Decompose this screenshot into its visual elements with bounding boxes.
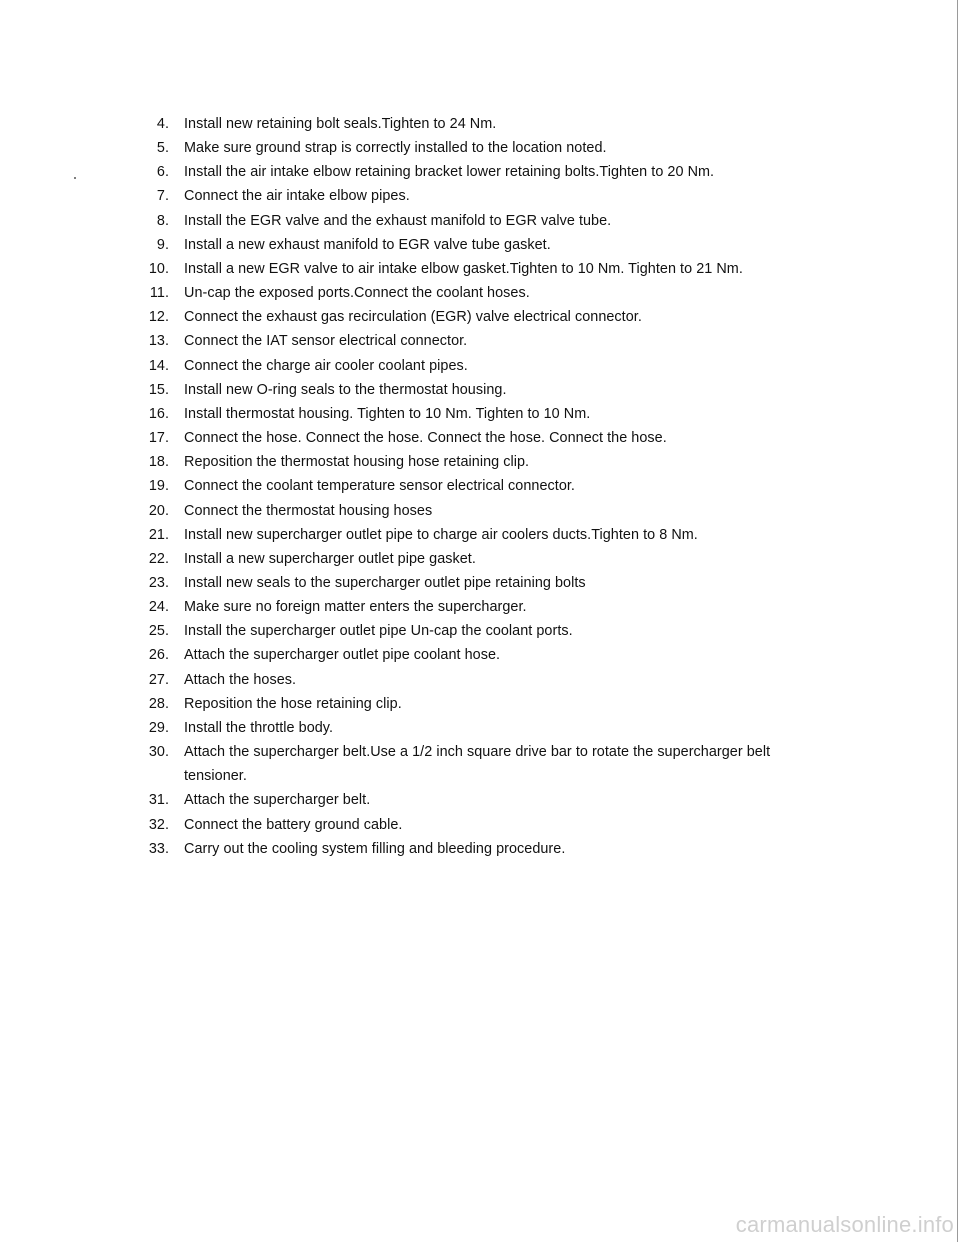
step-text: Connect the IAT sensor electrical connector. [184,333,468,350]
step-number [116,426,169,450]
procedure-step [116,813,836,837]
step-number-label: 22. [148,550,169,567]
step-number-label: 17. [148,430,169,447]
procedure-step [116,837,836,861]
watermark-text: carmanualsonline.info [735,1212,954,1237]
procedure-step [116,160,836,184]
step-number-label: 11. [149,285,169,302]
step-text: Make sure no foreign matter enters the supercharger. [184,599,527,616]
procedure-step [116,668,836,692]
step-number [116,595,169,619]
step-text: Install the air intake elbow retaining bracket lower retaining bolts.Tighten to 20 Nm. [184,164,715,181]
procedure-step [116,595,836,619]
step-number [116,209,169,233]
procedure-step [116,402,836,426]
step-number-label: 25. [148,623,169,640]
step-number [116,740,169,764]
step-number-label: 19. [148,478,169,495]
procedure-step [116,523,836,547]
step-text: Install new retaining bolt seals.Tighten to 24 Nm. [184,116,497,132]
step-text: Attach the hoses. [184,671,297,688]
procedure-step [116,112,836,136]
procedure-step [116,281,836,305]
procedure-step [116,136,836,160]
step-number [116,837,169,861]
step-text: Connect the air intake elbow pipes. [184,188,410,205]
step-number [116,499,169,523]
step-text: Install new supercharger outlet pipe to charge air coolers ducts.Tighten to 8 Nm. [184,526,698,543]
step-text: Install the EGR valve and the exhaust manifold to EGR valve tube. [184,212,612,229]
procedure-step [116,450,836,474]
step-number-label: 15. [148,381,169,398]
step-number [116,257,169,281]
step-number-label: 5. [156,140,169,157]
procedure-step [116,233,836,257]
step-text: Attach the supercharger belt.Use a 1/2 inch square drive bar to rotate the supercharger belt tensioner. [184,744,771,785]
procedure-step [116,499,836,523]
step-text: Make sure ground strap is correctly installed to the location noted. [184,140,607,157]
step-number-label: 18. [148,454,169,471]
step-number [116,668,169,692]
procedure-step [116,571,836,595]
step-number-label: 31. [148,792,169,809]
step-number-label: 21. [148,526,169,543]
step-number-label: 13. [148,333,169,350]
step-number-label: 30. [148,744,169,761]
procedure-step [116,643,836,667]
step-text: Install a new supercharger outlet pipe gasket. [184,550,476,567]
step-text: Connect the battery ground cable. [184,816,403,833]
step-number-label: 29. [148,719,169,736]
step-text: Install the supercharger outlet pipe Un-cap the coolant ports. [184,623,573,640]
step-text: Connect the charge air cooler coolant pipes. [184,357,468,374]
step-number [116,281,169,305]
step-number [116,112,169,136]
procedure-step [116,209,836,233]
step-number [116,523,169,547]
step-number-label: 26. [148,647,169,664]
step-text: Attach the supercharger outlet pipe coolant hose. [184,647,501,664]
step-number-label: 32. [148,816,169,833]
step-number [116,329,169,353]
step-text: Install a new EGR valve to air intake elbow gasket.Tighten to 10 Nm. Tighten to 21 Nm. [184,260,743,277]
step-text: Un-cap the exposed ports.Connect the coolant hoses. [184,285,530,302]
step-number-label: 6. [156,164,169,181]
step-text: Connect the thermostat housing hoses [184,502,433,519]
step-number [116,378,169,402]
procedure-step [116,474,836,498]
step-number [116,233,169,257]
step-number-label: 27. [148,671,169,688]
step-number [116,788,169,812]
step-number-label: 7. [156,188,169,205]
step-number-label: 4. [156,116,169,132]
step-number [116,184,169,208]
step-number [116,136,169,160]
step-number-label: 28. [148,695,169,712]
procedure-step [116,305,836,329]
step-number [116,813,169,837]
procedure-step [116,692,836,716]
step-number-label: 33. [148,840,169,857]
step-text: Install thermostat housing. Tighten to 10 Nm. Tighten to 10 Nm. [184,405,591,422]
procedure-step [116,184,836,208]
step-text: Install new O-ring seals to the thermostat housing. [184,381,507,398]
page-edge-line [957,0,958,1242]
step-number [116,619,169,643]
step-number [116,474,169,498]
step-text: Reposition the hose retaining clip. [184,695,402,712]
step-number-label: 16. [148,405,169,422]
step-number-label: 12. [148,309,169,326]
step-text: Install new seals to the supercharger outlet pipe retaining bolts [184,574,586,591]
step-number-label: 24. [148,599,169,616]
step-text: Install the throttle body. [184,719,334,736]
step-number [116,402,169,426]
procedure-step [116,257,836,281]
step-text: Connect the hose. Connect the hose. Connect the hose. Connect the hose. [184,430,667,447]
procedure-step [116,716,836,740]
step-number [116,547,169,571]
step-number-label: 10. [148,260,169,277]
procedure-step [116,619,836,643]
step-number-label: 8. [156,212,169,229]
step-text: Carry out the cooling system filling and bleeding procedure. [184,840,566,857]
scan-speck [74,177,76,179]
step-number-label: 20. [148,502,169,519]
procedure-step [116,329,836,353]
step-text: Reposition the thermostat housing hose retaining clip. [184,454,530,471]
step-number [116,716,169,740]
procedure-step [116,788,836,812]
step-number [116,643,169,667]
step-text: Attach the supercharger belt. [184,792,371,809]
step-number [116,354,169,378]
procedure-step [116,378,836,402]
procedure-step [116,547,836,571]
step-number-label: 23. [148,574,169,591]
procedure-step-list [116,112,836,861]
step-number [116,305,169,329]
step-number [116,450,169,474]
procedure-step [116,354,836,378]
procedure-step [116,740,836,788]
step-number [116,692,169,716]
step-text: Connect the coolant temperature sensor electrical connector. [184,478,575,495]
step-number-label: 9. [156,236,169,253]
step-text: Install a new exhaust manifold to EGR valve tube gasket. [184,236,551,253]
step-number [116,160,169,184]
procedure-step [116,426,836,450]
step-number-label: 14. [148,357,169,374]
step-number [116,571,169,595]
step-text: Connect the exhaust gas recirculation (EGR) valve electrical connector. [184,309,642,326]
